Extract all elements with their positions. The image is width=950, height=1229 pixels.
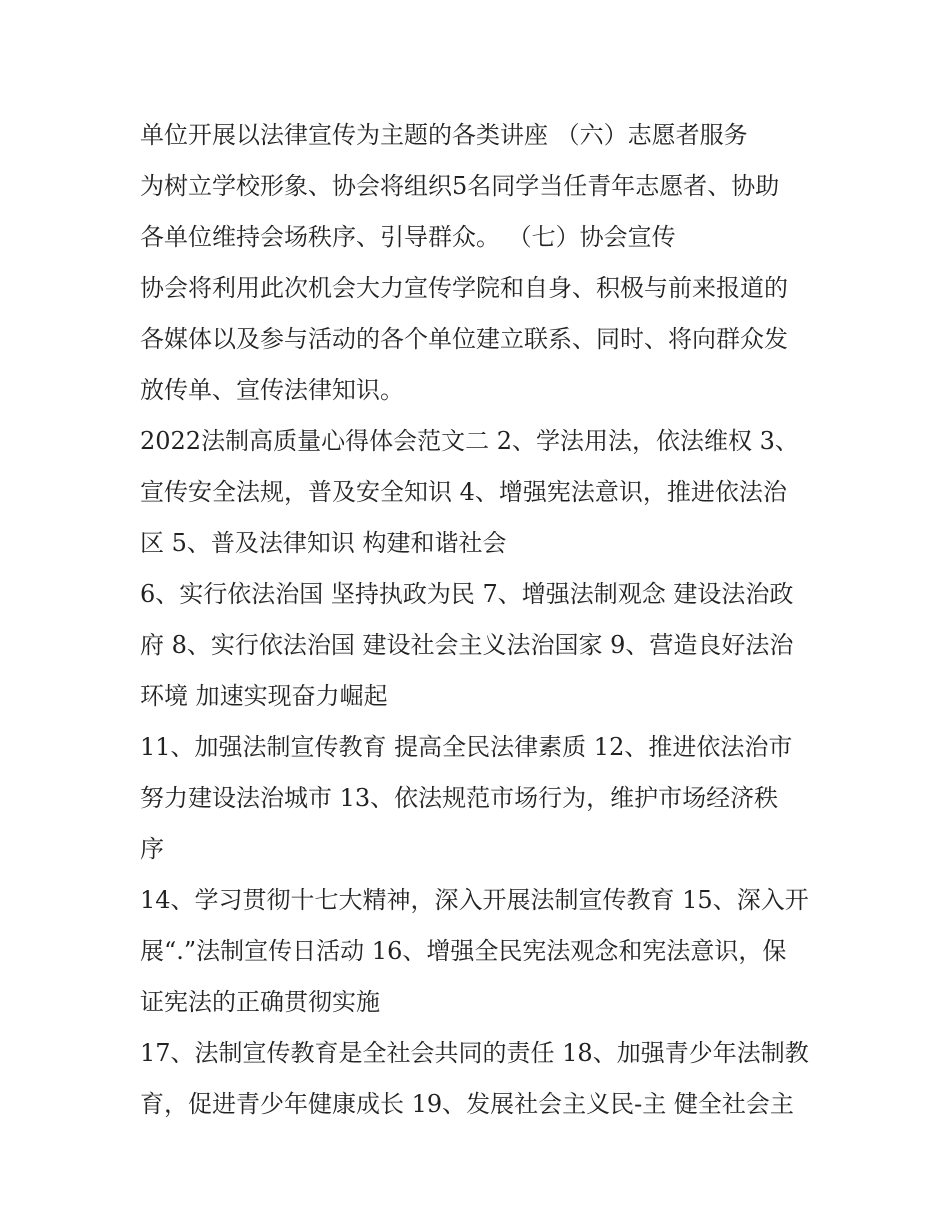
text-line: 府 8、实行依法治国 建设社会主义法治国家 9、营造良好法治 [140,631,794,659]
text-line: 14、学习贯彻十七大精神，深入开展法制宣传教育 15、深入开 [140,886,809,914]
text-line: 序 [140,835,164,863]
text-line: 各单位维持会场秩序、引导群众。 （七）协会宣传 [140,223,676,251]
text-line: 6、实行依法治国 坚持执政为民 7、增强法制观念 建设法治政 [140,580,794,608]
text-line: 证宪法的正确贯彻实施 [140,988,380,1016]
text-line: 11、加强法制宣传教育 提高全民法律素质 12、推进依法治市 [140,733,793,761]
text-line: 各媒体以及参与活动的各个单位建立联系、同时、将向群众发 [140,325,788,353]
text-line: 为树立学校形象、协会将组织5名同学当任青年志愿者、协助 [140,172,780,200]
text-line: 展“.”法制宣传日活动 16、增强全民宪法观念和宪法意识，保 [140,937,787,965]
text-line: 2022法制高质量心得体会范文二 2、学法用法，依法维权 3、 [140,427,799,455]
text-line: 环境 加速实现奋力崛起 [140,682,388,710]
text-line: 协会将利用此次机会大力宣传学院和自身、积极与前来报道的 [140,274,788,302]
text-line: 区 5、普及法律知识 构建和谐社会 [140,529,507,557]
text-line: 努力建设法治城市 13、依法规范市场行为，维护市场经济秩 [140,784,779,812]
text-line: 放传单、宣传法律知识。 [140,376,404,404]
document-body [140,110,820,1130]
text-line: 育，促进青少年健康成长 19、发展社会主义民-主 健全社会主 [140,1090,794,1118]
text-line: 17、法制宣传教育是全社会共同的责任 18、加强青少年法制教 [140,1039,809,1067]
text-line: 宣传安全法规，普及安全知识 4、增强宪法意识，推进依法治 [140,478,787,506]
text-line: 单位开展以法律宣传为主题的各类讲座 （六）志愿者服务 [140,121,748,149]
